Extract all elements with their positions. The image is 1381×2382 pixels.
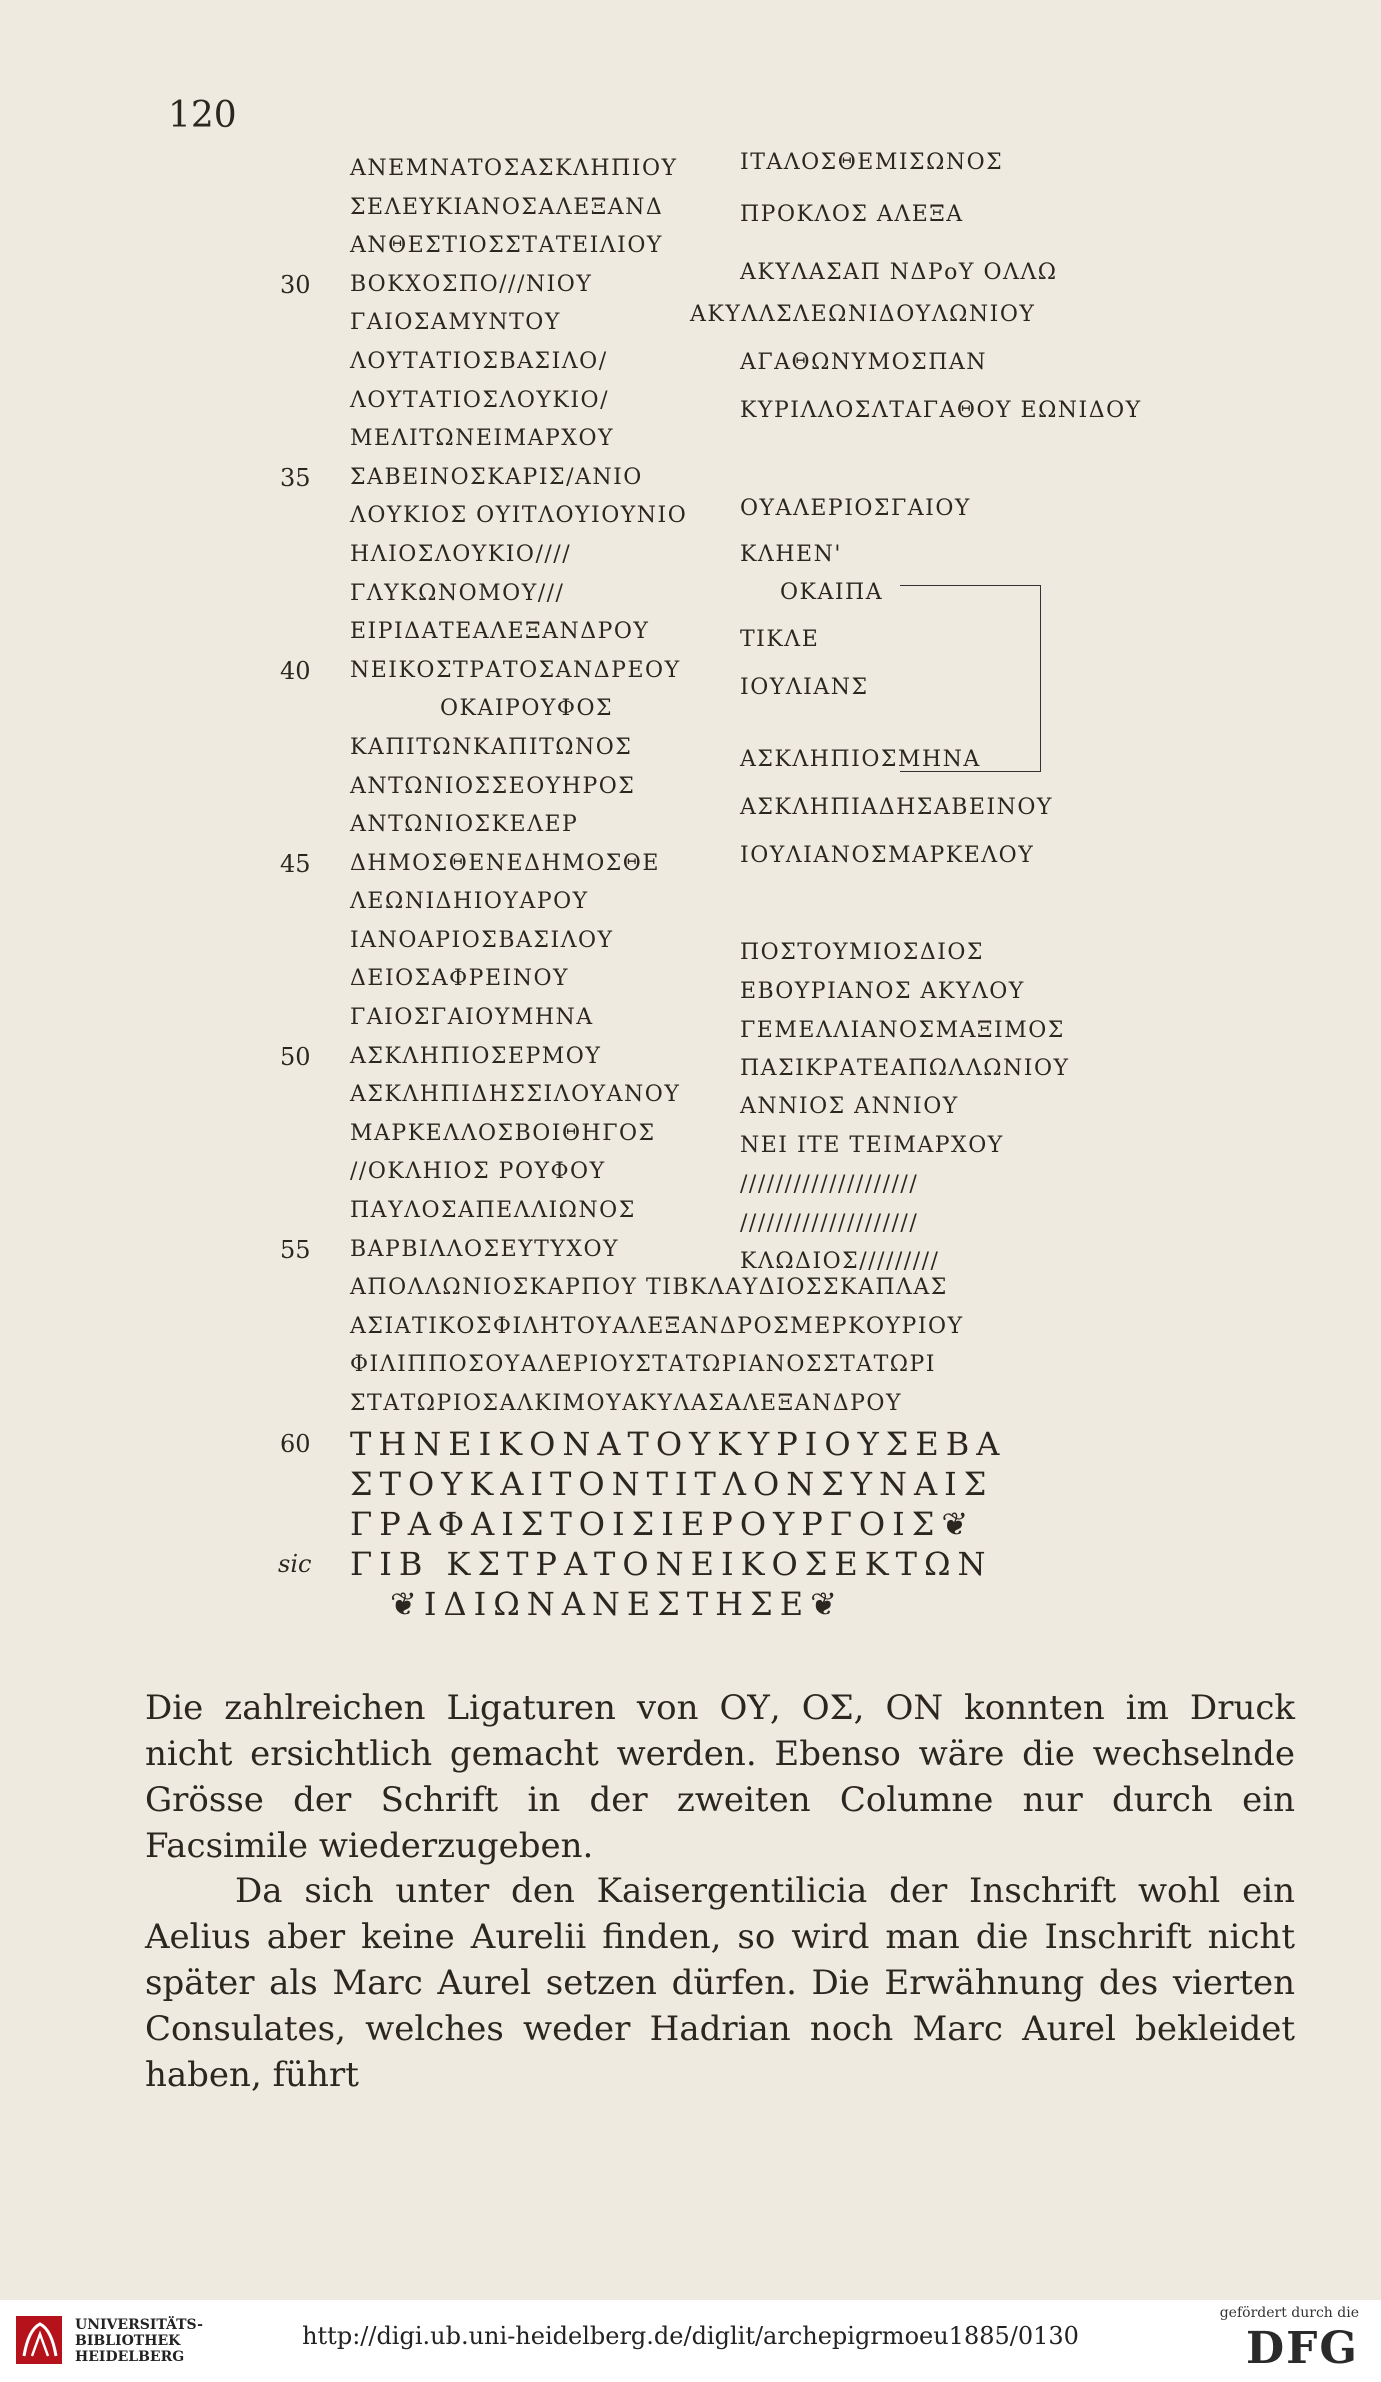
inscription-text: ΣΤΑΤΩΡΙΟΣΑΛΚΙΜΟΥΑΚΥΛΑΣΑΛΕΞΑΝΔΡΟΥ: [350, 1391, 902, 1416]
inscription-text: ΛΟΥΤΑΤΙΟΣΛΟΥΚΙΟ/: [350, 387, 609, 413]
inscription-right-line: ΚΛΩΔΙΟΣ/////////: [740, 1249, 940, 1274]
line-number: 50: [280, 1042, 311, 1071]
inscription-right-line: ΤΙΚΛΕ: [740, 627, 820, 652]
inscription-text: ΑΝΤΩΝΙΟΣΣΕΟΥΗΡΟΣ: [350, 773, 636, 799]
inscription-line: [350, 420, 1006, 459]
inscription-text: ΓΛΥΚΩΝΟΜΟΥ///: [350, 580, 565, 606]
inscription-line: [350, 1464, 1006, 1504]
inscription-line: [350, 1308, 1006, 1347]
inscription-right-line: ΟΚΑΙΠΑ: [780, 580, 884, 605]
inscription-line: [280, 1424, 1007, 1464]
funding-label: gefördert durch die: [1219, 2305, 1359, 2321]
paragraph-dating: Da sich unter den Kaisergentilicia der Inschrift wohl ein Aelius aber keine Aurelii finden, so wird man die Inschrift nicht später als Marc Aurel setzen dürfen. Die Erwähnung des vierten Consulates, welches weder Hadrian noch Marc Aurel bekleidet haben, führt: [145, 1871, 1295, 2095]
inscription-line: [350, 1584, 1006, 1624]
inscription-text: ΔΗΜΟΣΘΕΝΕΔΗΜΟΣΘΕ: [350, 850, 660, 876]
inscription-line: [350, 536, 1006, 575]
inscription-text: ΑΝΕΜΝΑΤΟΣΑΣΚΛΗΠΙΟΥ: [350, 156, 678, 181]
inscription-text: ΠΑΥΛΟΣΑΠΕΛΛΙΩΝΟΣ: [350, 1198, 636, 1224]
inscription-text: ΜΕΛΙΤΩΝΕΙΜΑΡΧΟΥ: [350, 426, 615, 452]
inscription-right-line: ΙΟΥΛΙΑΝΣ: [740, 675, 869, 700]
inscription-text: ΓΡΑΦΑΙΣΤΟΙΣΙΕΡΟΥΡΓΟΙΣ❦: [350, 1504, 976, 1543]
inscription-text: ΤΗΝΕΙΚΟΝΑΤΟΥΚΥΡΙΟΥΣΕΒΑ: [350, 1424, 1007, 1463]
line-number: 40: [280, 656, 311, 685]
inscription-text: ΕΙΡΙΔΑΤΕΑΛΕΞΑΝΔΡΟΥ: [350, 619, 650, 645]
inscription-text: ΑΣΚΛΗΠΙΟΣΕΡΜΟΥ: [350, 1043, 602, 1069]
inscription-right-line: ΠΟΣΤΟΥΜΙΟΣΔΙΟΣ: [740, 940, 984, 965]
inscription-right-line: ΚΛΗΕΝ': [740, 542, 842, 567]
library-name: UNIVERSITÄTS- BIBLIOTHEK HEIDELBERG: [75, 2317, 203, 2365]
inscription-right-line: ΠΑΣΙΚΡΑΤΕΑΠΩΛΛΩΝΙΟΥ: [740, 1056, 1070, 1081]
inscription-line: [350, 1385, 1006, 1424]
inscription-text: ΛΕΩΝΙΔΗΙΟΥΑΡΟΥ: [350, 889, 589, 915]
inscription-frame: [900, 585, 1041, 772]
inscription-text: ΑΠΟΛΛΩΝΙΟΣΚΑΡΠΟΥ ΤΙΒΚΛΑΥΔΙΟΣΣΚΑΠΛΑΣ: [350, 1275, 948, 1301]
inscription-right-line: ΑΚΥΛΛΣΛΕΩΝΙΔΟΥΛΩΝΙΟΥ: [690, 302, 1036, 327]
inscription-text: ΓΑΙΟΣΑΜΥΝΤΟΥ: [350, 310, 561, 336]
inscription-text: ΣΑΒΕΙΝΟΣΚΑΡΙΣ/ΑΝΙΟ: [350, 464, 643, 490]
dfg-logo: DFG: [1246, 2323, 1359, 2374]
inscription-right-line: ΑΚΥΛΑΣΑΠ ΝΔΡοΥ ΟΛΛΩ: [740, 260, 1058, 285]
inscription-line: [280, 459, 1006, 498]
inscription-right-line: ΕΒΟΥΡΙΑΝΟΣ ΑΚΥΛΟΥ: [740, 979, 1025, 1004]
inscription-line: [350, 1346, 1006, 1385]
inscription-right-line: ΑΓΑΘΩΝΥΜΟΣΠΑΝ: [740, 350, 988, 375]
inscription-text: //ΟΚΛΗΙΟΣ ΡΟΥΦΟΥ: [350, 1159, 606, 1185]
line-number: 60: [280, 1429, 311, 1458]
inscription-text: ΣΕΛΕΥΚΙΑΝΟΣΑΛΕΞΑΝΔ: [350, 194, 664, 220]
inscription-text: ΝΕΙΚΟΣΤΡΑΤΟΣΑΝΔΡΕΟΥ: [350, 657, 681, 683]
inscription-right-line: ΙΟΥΛΙΑΝΟΣΜΑΡΚΕΛΟΥ: [740, 843, 1035, 868]
inscription-right-line: ΟΥΑΛΕΡΙΟΣΓΑΙΟΥ: [740, 496, 971, 521]
line-number: 55: [280, 1235, 311, 1264]
inscription-text: ΗΛΙΟΣΛΟΥΚΙΟ////: [350, 541, 572, 567]
line-number: 35: [280, 463, 311, 492]
inscription-text: ΦΙΛΙΠΠΟΣΟΥΑΛΕΡΙΟΥΣΤΑΤΩΡΙΑΝΟΣΣΤΑΤΩΡΙ: [350, 1352, 936, 1378]
inscription-text: ΔΕΙΟΣΑΦΡΕΙΝΟΥ: [350, 966, 570, 992]
inscription-text: ΜΑΡΚΕΛΛΟΣΒΟΙΘΗΓΟΣ: [350, 1120, 656, 1146]
inscription-text: ΟΚΑΙΡΟΥΦΟΣ: [440, 696, 614, 722]
inscription-text: ΛΟΥΚΙΟΣ ΟΥΙΤΛΟΥΙΟΥΝΙΟ: [350, 503, 688, 529]
inscription-right-line: ΠΡΟΚΛΟΣ ΑΛΕΞΑ: [740, 202, 964, 227]
inscription-text: ΙΑΝΟΑΡΙΟΣΒΑΣΙΛΟΥ: [350, 927, 614, 953]
line-number: sic: [278, 1549, 312, 1578]
inscription-text: ΑΝΤΩΝΙΟΣΚΕΛΕΡ: [350, 812, 579, 838]
inscription-text: ΚΑΠΙΤΩΝΚΑΠΙΤΩΝΟΣ: [350, 734, 633, 760]
inscription-text: ΒΑΡΒΙΛΛΟΣΕΥΤΥΧΟΥ: [350, 1236, 620, 1262]
inscription-text: ΑΣΙΑΤΙΚΟΣΦΙΛΗΤΟΥΑΛΕΞΑΝΔΡΟΣΜΕΡΚΟΥΡΙΟΥ: [350, 1313, 964, 1339]
inscription-right-line: ΓΕΜΕΛΛΙΑΝΟΣΜΑΞΙΜΟΣ: [740, 1018, 1065, 1043]
inscription-right-line: ΚΥΡΙΛΛΟΣΛΤΑΓΑΘΟΥ ΕΩΝΙΔΟΥ: [740, 398, 1142, 423]
inscription-line: [350, 1504, 1006, 1544]
inscription-right-line: ////////////////////: [740, 1172, 919, 1197]
inscription-text: ΒΟΚΧΟΣΠΟ///ΝΙΟΥ: [350, 271, 593, 297]
inscription-text: ΑΝΘΕΣΤΙΟΣΣΤΑΤΕΙΛΙΟΥ: [350, 233, 663, 259]
line-number: 45: [280, 849, 311, 878]
inscription-text: ΛΟΥΤΑΤΙΟΣΒΑΣΙΛΟ/: [350, 348, 608, 374]
source-url-link[interactable]: http://digi.ub.uni-heidelberg.de/diglit/archepigrmoeu1885/0130: [302, 2322, 1079, 2350]
inscription-text: ❦ΙΔΙΩΝΑΝΕΣΤΗΣΕ❦: [390, 1584, 844, 1623]
inscription-right-line: ΙΤΑΛΟΣΘΕΜΙΣΩΝΟΣ: [740, 150, 1004, 175]
inscription-right-line: ΑΣΚΛΗΠΙΟΣΜΗΝΑ: [740, 747, 981, 772]
inscription-line: [278, 1544, 1006, 1584]
inscription-right-line: ΑΣΚΛΗΠΙΑΔΗΣΑΒΕΙΝΟΥ: [740, 795, 1053, 820]
inscription-right-line: ΝΕΙ ΙΤΕ ΤΕΙΜΑΡΧΟΥ: [740, 1133, 1004, 1158]
inscription-text: ΑΣΚΛΗΠΙΔΗΣΣΙΛΟΥΑΝΟΥ: [350, 1082, 681, 1108]
page-number: 120: [168, 95, 237, 136]
paragraph-ligatures: Die zahlreichen Ligaturen von ΟΥ, ΟΣ, ΟΝ konnten im Druck nicht ersichtlich gemacht werden. Ebenso wäre die wechselnde Grösse der Schrift in der zweiten Columne nur durch ein Facsimile wiederzugeben.: [145, 1688, 1295, 1866]
line-number: 30: [280, 270, 311, 299]
inscription-text: ΓΑΙΟΣΓΑΙΟΥΜΗΝΑ: [350, 1005, 594, 1031]
inscription-line: [350, 883, 1006, 922]
inscription-line: [350, 1269, 1006, 1308]
inscription-right-line: ////////////////////: [740, 1211, 919, 1236]
inscription-text: ΓΙΒ ΚΣΤΡΑΤΟΝΕΙΚΟΣΕΚΤΩΝ: [350, 1544, 993, 1583]
inscription-text: ΣΤΟΥΚΑΙΤΟΝΤΙΤΛΟΝΣΥΝΑΙΣ: [350, 1464, 994, 1503]
inscription-right-line: ΑΝΝΙΟΣ ΑΝΝΙΟΥ: [740, 1094, 959, 1119]
